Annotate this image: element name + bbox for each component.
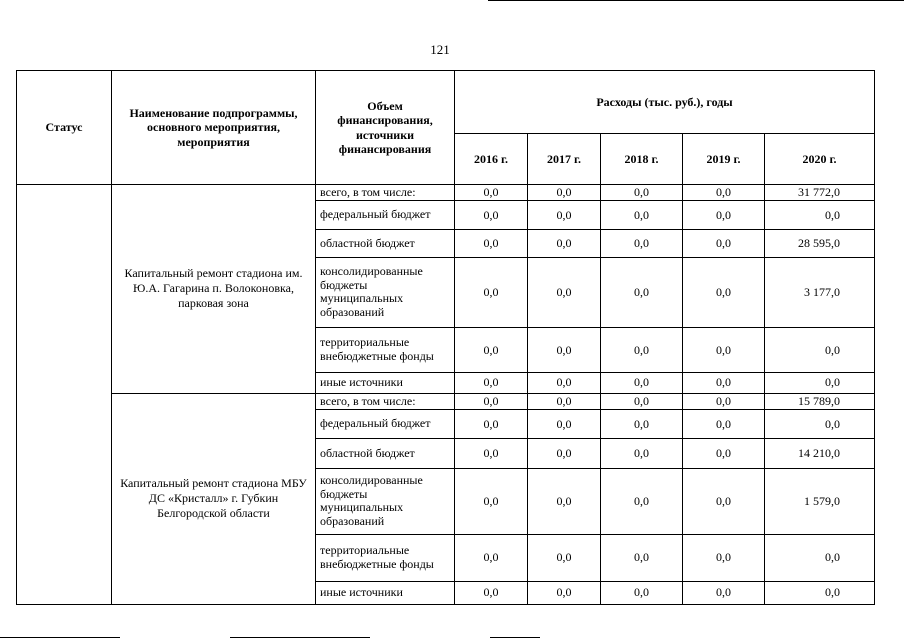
value-2018: 0,0 [601, 328, 683, 372]
table-row [17, 185, 875, 201]
source-label: иные источники [316, 581, 455, 604]
source-label: всего, в том числе: [316, 393, 455, 409]
value-2017: 0,0 [528, 581, 601, 604]
value-2016: 0,0 [455, 535, 528, 581]
value-2018: 0,0 [601, 581, 683, 604]
value-2019: 0,0 [683, 201, 765, 230]
source-label: федеральный бюджет [316, 201, 455, 230]
value-2020: 0,0 [765, 535, 875, 581]
value-2017: 0,0 [528, 535, 601, 581]
header-year-2018: 2018 г. [601, 134, 683, 185]
value-2019: 0,0 [683, 393, 765, 409]
scan-edge-bottom-right [490, 637, 540, 638]
value-2017: 0,0 [528, 468, 601, 535]
value-2018: 0,0 [601, 257, 683, 328]
source-label: областной бюджет [316, 230, 455, 257]
source-label: территориальные внебюджетные фонды [316, 328, 455, 372]
value-2017: 0,0 [528, 230, 601, 257]
value-2020: 0,0 [765, 201, 875, 230]
financing-table [16, 70, 875, 605]
value-2018: 0,0 [601, 535, 683, 581]
event-name: Капитальный ремонт стадиона им. Ю.А. Гагарина п. Волоконовка, парковая зона [112, 185, 316, 394]
value-2017: 0,0 [528, 201, 601, 230]
header-year-2016: 2016 г. [455, 134, 528, 185]
source-label: федеральный бюджет [316, 410, 455, 439]
value-2017: 0,0 [528, 372, 601, 393]
value-2016: 0,0 [455, 185, 528, 201]
value-2020: 0,0 [765, 410, 875, 439]
table-row [17, 393, 875, 409]
source-label: иные источники [316, 372, 455, 393]
value-2016: 0,0 [455, 439, 528, 468]
value-2018: 0,0 [601, 372, 683, 393]
value-2016: 0,0 [455, 230, 528, 257]
value-2020: 1 579,0 [765, 468, 875, 535]
scan-edge-bottom-left [0, 637, 120, 638]
source-label: всего, в том числе: [316, 185, 455, 201]
header-year-2017: 2017 г. [528, 134, 601, 185]
value-2016: 0,0 [455, 328, 528, 372]
value-2019: 0,0 [683, 257, 765, 328]
value-2018: 0,0 [601, 439, 683, 468]
header-status: Статус [17, 71, 112, 185]
value-2020: 0,0 [765, 372, 875, 393]
value-2016: 0,0 [455, 393, 528, 409]
value-2016: 0,0 [455, 581, 528, 604]
value-2019: 0,0 [683, 439, 765, 468]
value-2019: 0,0 [683, 535, 765, 581]
value-2019: 0,0 [683, 410, 765, 439]
scan-edge-bottom-mid [230, 637, 370, 638]
source-label: консолидированные бюджеты муниципальных образований [316, 468, 455, 535]
source-label: консолидированные бюджеты муниципальных образований [316, 257, 455, 328]
value-2016: 0,0 [455, 468, 528, 535]
value-2020: 0,0 [765, 581, 875, 604]
value-2018: 0,0 [601, 201, 683, 230]
value-2019: 0,0 [683, 185, 765, 201]
event-name: Капитальный ремонт стадиона МБУ ДС «Кристалл» г. Губкин Белгородской области [112, 393, 316, 604]
value-2020: 31 772,0 [765, 185, 875, 201]
value-2017: 0,0 [528, 328, 601, 372]
value-2018: 0,0 [601, 185, 683, 201]
value-2017: 0,0 [528, 257, 601, 328]
value-2017: 0,0 [528, 185, 601, 201]
header-year-2019: 2019 г. [683, 134, 765, 185]
value-2016: 0,0 [455, 201, 528, 230]
value-2018: 0,0 [601, 393, 683, 409]
header-expenses: Расходы (тыс. руб.), годы [455, 71, 875, 134]
value-2019: 0,0 [683, 328, 765, 372]
page-number: 121 [430, 42, 450, 57]
value-2019: 0,0 [683, 468, 765, 535]
status-cell [17, 185, 112, 605]
value-2016: 0,0 [455, 257, 528, 328]
scan-edge-top [488, 0, 904, 1]
value-2019: 0,0 [683, 230, 765, 257]
value-2020: 3 177,0 [765, 257, 875, 328]
value-2018: 0,0 [601, 468, 683, 535]
header-year-2020: 2020 г. [765, 134, 875, 185]
value-2020: 15 789,0 [765, 393, 875, 409]
value-2019: 0,0 [683, 372, 765, 393]
header-volume: Объем финансирования, источники финансирования [316, 71, 455, 185]
value-2017: 0,0 [528, 410, 601, 439]
header-name: Наименование подпрограммы, основного мероприятия, мероприятия [112, 71, 316, 185]
value-2020: 0,0 [765, 328, 875, 372]
value-2016: 0,0 [455, 372, 528, 393]
value-2016: 0,0 [455, 410, 528, 439]
value-2020: 14 210,0 [765, 439, 875, 468]
source-label: областной бюджет [316, 439, 455, 468]
value-2018: 0,0 [601, 410, 683, 439]
source-label: территориальные внебюджетные фонды [316, 535, 455, 581]
value-2020: 28 595,0 [765, 230, 875, 257]
value-2017: 0,0 [528, 439, 601, 468]
value-2018: 0,0 [601, 230, 683, 257]
value-2019: 0,0 [683, 581, 765, 604]
value-2017: 0,0 [528, 393, 601, 409]
